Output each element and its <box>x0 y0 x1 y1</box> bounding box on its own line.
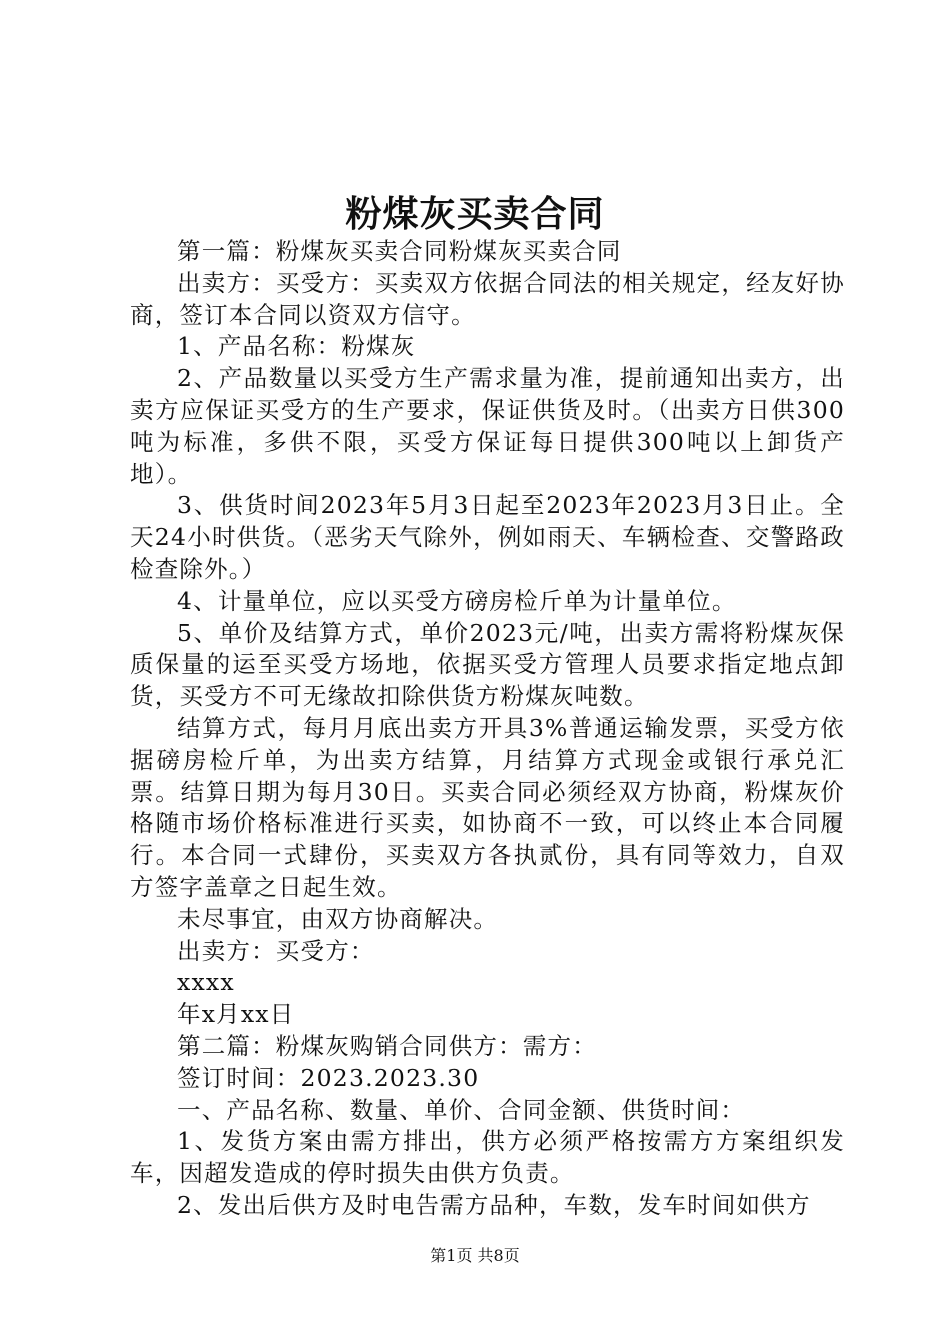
paragraph: 出卖方：买受方： <box>177 936 375 965</box>
paragraph: 3、供货时间2023年5月3日起至2023年2023月3日止。全天24小时供货。（恶劣天气除外，例如雨天、车辆检查、交警路政检查除外。） <box>130 491 845 583</box>
paragraph: 一、产品名称、数量、单价、合同金额、供货时间： <box>177 1095 746 1124</box>
paragraph: 未尽事宜，由双方协商解决。 <box>177 904 499 933</box>
paragraph: 第二篇：粉煤灰购销合同供方：需方： <box>177 1031 597 1060</box>
page-footer: 第1页 共8页 <box>430 1246 520 1265</box>
paragraph: 出卖方：买受方：买卖双方依据合同法的相关规定，经友好协商，签订本合同以资双方信守。 <box>130 268 845 329</box>
paragraph: 1、发货方案由需方排出，供方必须严格按需方方案组织发车，因超发造成的停时损失由供方负责。 <box>130 1127 845 1188</box>
paragraph: 5、单价及结算方式，单价2023元/吨，出卖方需将粉煤灰保质保量的运至买受方场地，依据买受方管理人员要求指定地点卸货，买受方不可无缘故扣除供货方粉煤灰吨数。 <box>130 618 845 711</box>
document-body <box>130 236 845 1222</box>
paragraph: 第一篇：粉煤灰买卖合同粉煤灰买卖合同 <box>177 237 622 265</box>
paragraph: 结算方式，每月月底出卖方开具3%普通运输发票，买受方依据磅房检斤单，为出卖方结算，月结算方式现金或银行承兑汇票。结算日期为每月30日。买卖合同必须经双方协商，粉煤灰价格随市场价格标准进行买卖，如协商不一致，可以终止本合同履行。本合同一式肆份，买卖双方各执贰份，具有同等效力，自双方签字盖章之日起生效。 <box>130 713 845 901</box>
paragraph: 4、计量单位，应以买受方磅房检斤单为计量单位。 <box>177 586 737 615</box>
document-title: 粉煤灰买卖合同 <box>345 193 605 235</box>
paragraph: 1、产品名称：粉煤灰 <box>177 332 416 361</box>
paragraph: xxxx <box>177 968 235 997</box>
paragraph: 2、产品数量以买受方生产需求量为准，提前通知出卖方，出卖方应保证买受方的生产要求，保证供货及时。（出卖方日供300吨为标准，多供不限，买受方保证每日提供300吨以上卸货产地）。 <box>130 364 845 488</box>
paragraph: 签订时间：2023.2023.30 <box>177 1063 480 1092</box>
paragraph: 2、发出后供方及时电告需方品种，车数，发车时间如供方 <box>177 1190 811 1219</box>
paragraph: 年x月xx日 <box>177 1000 295 1029</box>
